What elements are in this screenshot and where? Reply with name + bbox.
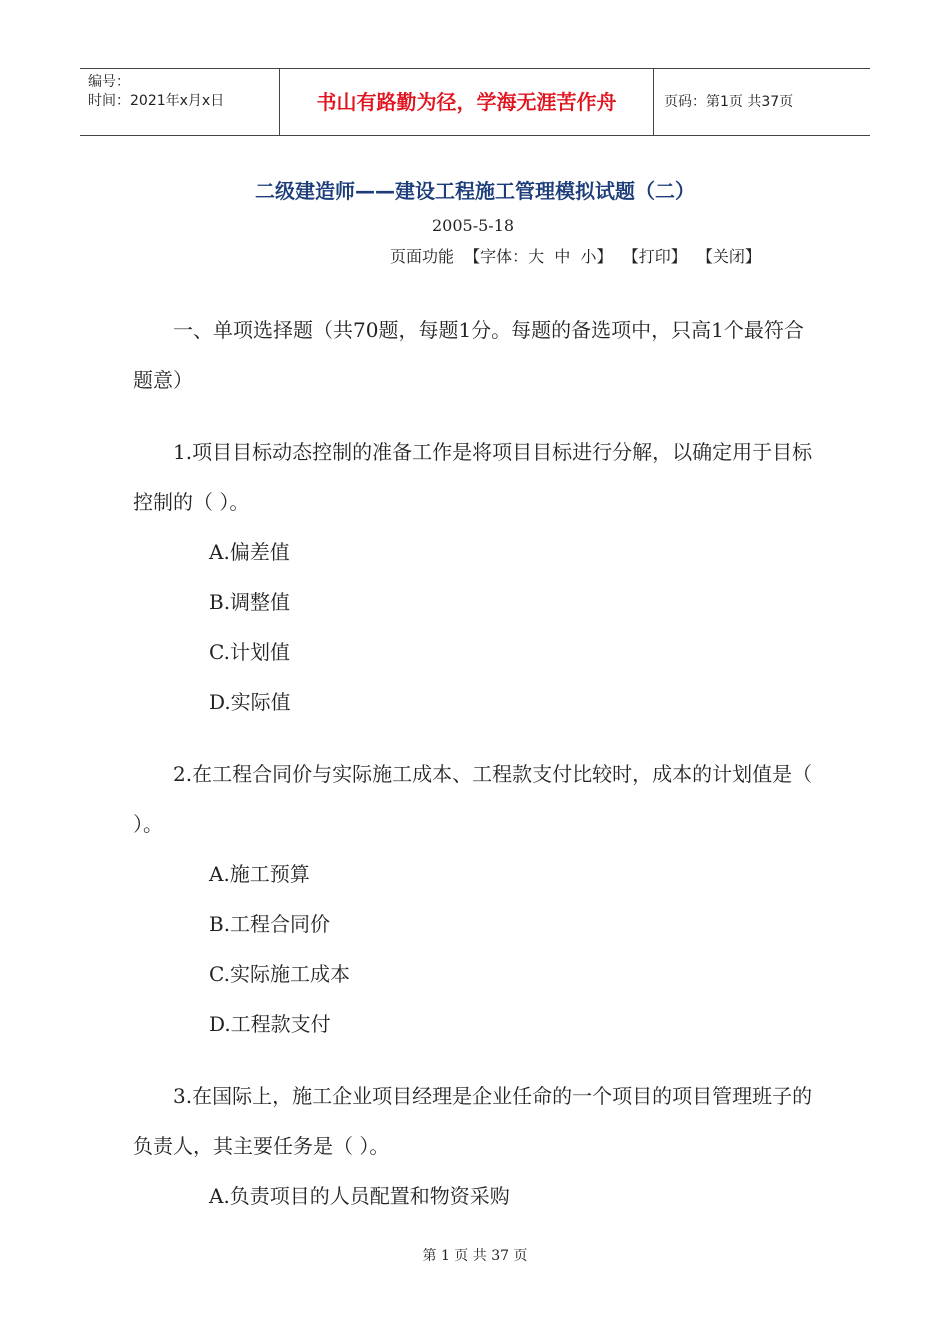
- header-table: [80, 68, 870, 136]
- option-item: C.实际施工成本: [209, 962, 350, 986]
- option-item: A.施工预算: [209, 862, 310, 886]
- option-item: B.工程合同价: [209, 912, 331, 936]
- document-date: 2005-5-18: [432, 216, 515, 235]
- question-stem: 3.在国际上，施工企业项目经理是企业任命的一个项目的项目管理班子的负责人，其主要任务是（ ）。: [133, 1084, 813, 1158]
- page-functions[interactable]: 页面功能 【字体：大 中 小】 【打印】 【关闭】: [390, 247, 761, 266]
- option-item: B.调整值: [209, 590, 291, 614]
- exam-body: [133, 305, 818, 1221]
- question-stem: 2.在工程合同价与实际施工成本、工程款支付比较时，成本的计划值是（ ）。: [133, 762, 813, 836]
- question-stem: 1.项目目标动态控制的准备工作是将项目目标进行分解，以确定用于目标控制的（ ）。: [133, 440, 813, 514]
- header-meta-cell: [80, 69, 280, 135]
- motto: 书山有路勤为径，学海无涯苦作舟: [280, 69, 654, 135]
- section-heading: 一、单项选择题（共70题，每题1分。每题的备选项中，只高1个最符合题意）: [133, 318, 804, 392]
- page-label: 页码：第1页 共37页: [664, 94, 794, 110]
- page-footer: 第 1 页 共 37 页: [422, 1248, 528, 1264]
- option-item: C.计划值: [209, 640, 290, 664]
- time-label: 时间：2021年x月x日: [88, 93, 225, 109]
- option-item: D.工程款支付: [209, 1012, 331, 1036]
- option-item: A.负责项目的人员配置和物资采购: [209, 1184, 510, 1208]
- option-item: A.偏差值: [209, 540, 290, 564]
- document-title: 二级建造师——建设工程施工管理模拟试题（二）: [255, 179, 695, 203]
- option-item: D.实际值: [209, 690, 291, 714]
- number-label: 编号：: [88, 74, 130, 90]
